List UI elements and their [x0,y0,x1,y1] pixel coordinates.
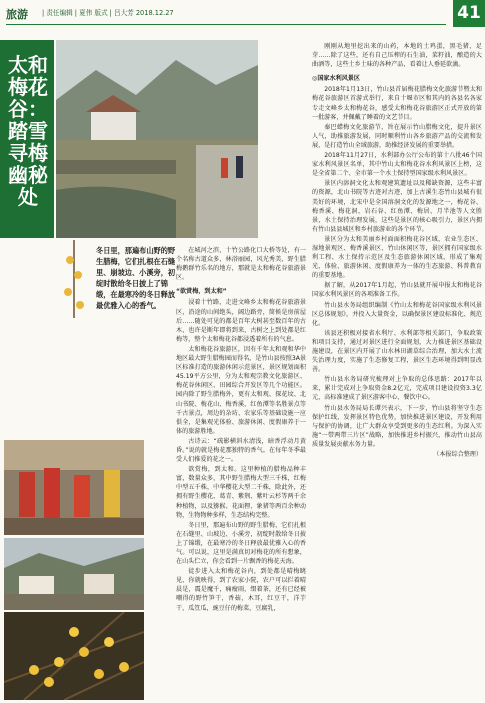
lead-paragraph: 冬日里，那遍布山野的野生腊梅，它们扎根在石缝里、崩坡边、小溪旁，初绽时散给冬日披上了锦缎，在最寒冷的冬日释放最优雅入心的香气。 [96,246,176,310]
photo-plum-branches [4,612,144,700]
paragraph: 景区分为太和美丽乡村面面积梅花谷区域、农业生态区、湿地景观区、梅香溪景区、竹山休闲区等，景区拥有国家级水利工程、水土保持示范区及生态旅游休闲区域，形成了集观光、体验、旅游休闲、度假康养为一体的生态旅游、科普教育的重要基地。 [312,235,482,280]
page-number: 41 [453,0,485,27]
paragraph: 古诗云：“疏影横斜水清浅，暗香浮动月黄昏。”说的就是梅花那独特的香气。在每年冬季最受人们推爱的花之一。 [176,437,306,464]
photo-village-houses [4,538,144,610]
subheading: ◎国家水利风景区 [312,75,360,83]
paragraph: 2018年11月27日，水利部办公厅公布的第十八批46个国家水利风景区名单，其中竹山太和梅花谷水利风景区上榜，这是全省第二个、全市第一个水土保持型国家级水利风景区。 [312,152,482,178]
source-signature: （本报综合整理） [433,451,482,459]
article-title: 太和梅花谷：踏雪寻梅幽秘处 [8,53,48,209]
editor-credits: | 责任编辑 | 夏伟 版式 | 吕大芳 2018.12.27 [42,9,174,17]
paragraph: 2018年1月13日，竹山县首届梅花腊梅文化旅游节暨太和梅花谷旅游区首游式举行，来自十堰市区和其内的各县名各家专走文峰乡太和梅花谷，感受太和梅花谷旅游区正式开放的第一批游客，并佩戴了睡着的文艺节目。 [312,86,482,121]
header-rule [6,24,446,25]
photo-festival-dancers [4,440,144,535]
subheading: “欲赏梅，到太和” [176,288,227,296]
paragraph: 浸着十竹路，走进文峰乡太和梅花谷旅游景区，沿途的山间绝头，阔边路旁，简候是房前屋后……随处可见的都是百年大树甚至数百年的古木，也许是断年即将到来，古树之上到处都是红梅等，整个太和梅花谷都浸透着所有的气息。 [176,299,306,343]
article-column-middle [176,246,306,701]
photo-plum-branches-image [4,612,144,700]
photo-main-scenery-image [56,40,258,238]
paragraph: 欲赏梅，到太和。这里种植的腊梅品种丰富，数量众多，其中野生腊梅大型三千株，红梅中型五千株，中华樱花大型二千株，除此外，还拥有野生樱花、葛青、紫荆、紫叶云杉等两千余种植物，以及猕猴、花面狸、象猪等两百余种动物，生物物种多样，生态结构完整。 [176,466,306,519]
paragraph: 竹山县水务局研究梳理对上争取的总体思路：2017年以来，累计完成对上争取资金8.2亿元，完成项目建设投资3.3亿元，高标准建成了景区游客中心、餐饮中心。 [312,376,482,402]
paragraph: 该县还积极对接省水利厅、水利部等相关部门，争取政策和项目支持，通过对景区进行全面规划，大力推进景区基础设施建设，在景区内开展了山水林田湖草综合治理，加大水土流失治理力度，实施了生态修复工程，景区生态环境得到明显改善。 [312,329,482,374]
paragraph: 竹山县水务局组织编制《竹山太和梅花谷国家级水利风景区总体规划》，并投入大量资金，以确保景区建设标准化、规范化。 [312,301,482,327]
paragraph: 在城河之滨，十竹公路化口大桥等处，有一个名称古道众多、林浴丽园，风光秀美、野生腊梅鹅群竹乐名的地方，那就是太和梅花谷旅游景区。 [176,247,306,282]
page-header [0,0,485,30]
photo-village-houses-image [4,538,144,610]
section-name: 旅游 [6,8,28,21]
paragraph: 秦巴蜡梅文化旅游节，旨在展示竹山腊梅文化，提升景区人气，助推旅游发展，同时顺利竹山各乡旅游产品的交流和发展，是打造竹山全域旅游，助推经济发展的重要举措。 [312,123,482,149]
paragraph: 徒步进入太和梅花谷内，到处都是晴梅眺见、你就映得，到了农家小院，农户可以拦着晴晨是，震是魔千，痛瘤雨，缀着茶，还有已经被嘲得的野竹笋干，香菇，木耳，红豆干，洋芋干，瓜笪瓜，豌豆仔的梅菜，豆腐乳， [176,568,306,612]
paragraph: 景区内溶洞文化太和观建筑遗址以及稀缺资源，这些丰富的资源，北山书院等古迹对古迹，加上古溪生态竹山县城有很美好的环境，北宋中是全国溶洞文化的发源地之一，梅花谷、梅香溪、梅花洞、岩石谷、红鱼潭、梅居、月半池等人文胜景，水土保持治理发展，这些是景区的核心吸引力，景区内拥有竹山县县城区和乡村旅游业的各个环节。 [312,180,482,233]
paragraph: 太和梅花谷旅游区，因有千年太和观和华中地区最大野生腊梅园而得名，是竹山县按照3A景区标准打造的旅游休闲示范景区，景区规划面积45.19平方公里，分为太和观宗教文化旅游区、梅花谷休闲区、田园综合开发区等几个功能区。园内除了野生腊梅外，更有太和观、探花坟、北山书院、梅花山、梅香溪、红鱼潭等名胜景点等千古景点，周边的杂坊、农家乐等基础设施一应俱全，是集观光体验、旅游休闲、度假康养于一体的旅游胜地。 [176,345,306,435]
photo-plum-blossom-small-image [56,240,92,318]
photo-main-scenery [56,40,258,238]
paragraph: 竹山县水务局局长谭兴表示，下一步，竹山县将坚守生态保护红线，发挥景区特色优势，加快推进景区建设，开发利用与保护的协调，让广大群众享受到更多的生态红利。为深入实施“一带两带三片区”战略，加快推进乡村振兴，推动竹山县高质量发展贡献水务力量。 [312,404,482,448]
photo-plum-blossom-small [56,240,92,318]
photo-festival-dancers-image [4,440,144,535]
paragraph: 据了解，从2017年1月起，竹山县就开展申报太和梅花谷国家水利风景区的各项准备工作。 [312,282,482,299]
article-column-right [312,42,482,698]
paragraph: 刚刚从地里挖出来的山药，本地的土鸡蛋，黑毛猪，足芽……除了这些，还有自己压榨的石生油，菜籽油，酿造的大曲酒等，这些土乡土味的各种产品，看着让人垂延欲滴。 [312,43,482,69]
paragraph: 冬日里，那遍布山野的野生腊梅，它们扎根在石缝里、山坡边、小溪旁，初绽时散给冬日披上了锦缎，在最寒冷的冬日释放最优雅入心的香气。可以说，这里是满真切对梅花的所有想象，在山头伫立，你会看到一片飘香的梅花天海。 [176,521,306,566]
